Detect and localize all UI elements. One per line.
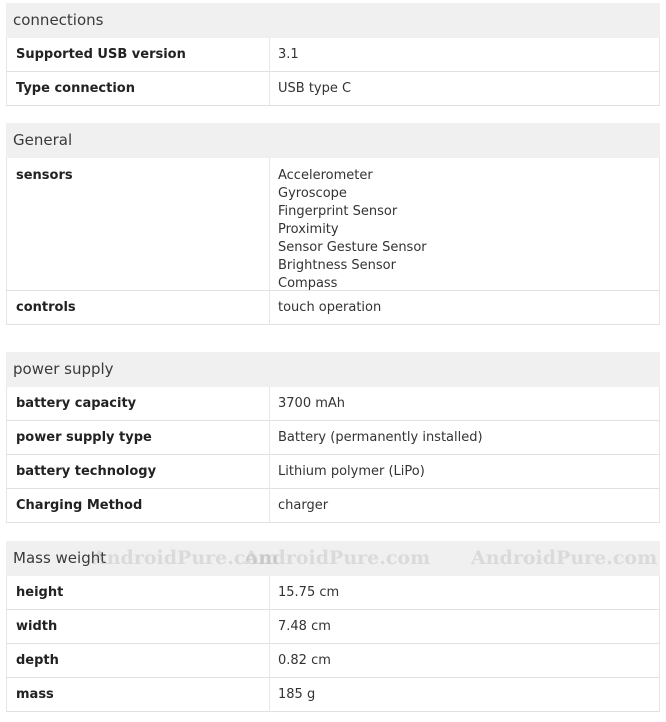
spec-value: Lithium polymer (LiPo) (270, 454, 660, 488)
section-power-supply (6, 352, 660, 523)
spec-key: width (6, 609, 270, 643)
spec-key: mass (6, 677, 270, 712)
list-item: Sensor Gesture Sensor (278, 240, 427, 255)
table-row (6, 387, 660, 420)
spec-key: Supported USB version (6, 38, 270, 71)
table-row (6, 158, 660, 290)
table-row (6, 420, 660, 454)
section-general (6, 123, 660, 325)
spec-value: touch operation (270, 290, 660, 325)
spec-value: 3700 mAh (270, 387, 660, 420)
spec-value: Battery (permanently installed) (270, 420, 660, 454)
spec-value: charger (270, 488, 660, 523)
table-row (6, 576, 660, 609)
spec-value: 15.75 cm (270, 576, 660, 609)
list-item: Accelerometer (278, 168, 373, 183)
spec-key: height (6, 576, 270, 609)
spec-value: 7.48 cm (270, 609, 660, 643)
spec-table (6, 576, 660, 712)
list-item: Gyroscope (278, 186, 347, 201)
spec-key: depth (6, 643, 270, 677)
table-row (6, 454, 660, 488)
spec-key: power supply type (6, 420, 270, 454)
table-row (6, 290, 660, 325)
section-connections (6, 3, 660, 106)
spec-value: 3.1 (270, 38, 660, 71)
table-row (6, 488, 660, 523)
spec-key: sensors (6, 158, 270, 290)
section-mass-weight (6, 541, 660, 712)
list-item: Proximity (278, 222, 339, 237)
spec-value: 185 g (270, 677, 660, 712)
spec-table (6, 387, 660, 523)
table-row (6, 71, 660, 106)
list-item: Fingerprint Sensor (278, 204, 398, 219)
spec-table (6, 158, 660, 325)
table-row (6, 609, 660, 643)
spec-key: battery capacity (6, 387, 270, 420)
watermark: AndroidPure.com (92, 547, 279, 569)
spec-key: Charging Method (6, 488, 270, 523)
section-title: power supply (13, 360, 114, 378)
spec-value: 0.82 cm (270, 643, 660, 677)
spec-key: battery technology (6, 454, 270, 488)
spec-value: USB type C (270, 71, 660, 106)
watermark: AndroidPure.com (471, 547, 658, 569)
table-row (6, 643, 660, 677)
table-row (6, 677, 660, 712)
spec-table (6, 38, 660, 106)
table-row (6, 38, 660, 71)
watermark: AndroidPure.com (244, 547, 431, 569)
section-title: General (13, 131, 73, 149)
section-title: connections (13, 11, 104, 29)
spec-key: Type connection (6, 71, 270, 106)
spec-key: controls (6, 290, 270, 325)
list-item: Brightness Sensor (278, 258, 396, 273)
spec-value-list (270, 158, 660, 290)
section-title: Mass weight AndroidPure.com AndroidPure.com AndroidPure.com (6, 541, 660, 576)
list-item: Compass (278, 276, 338, 291)
